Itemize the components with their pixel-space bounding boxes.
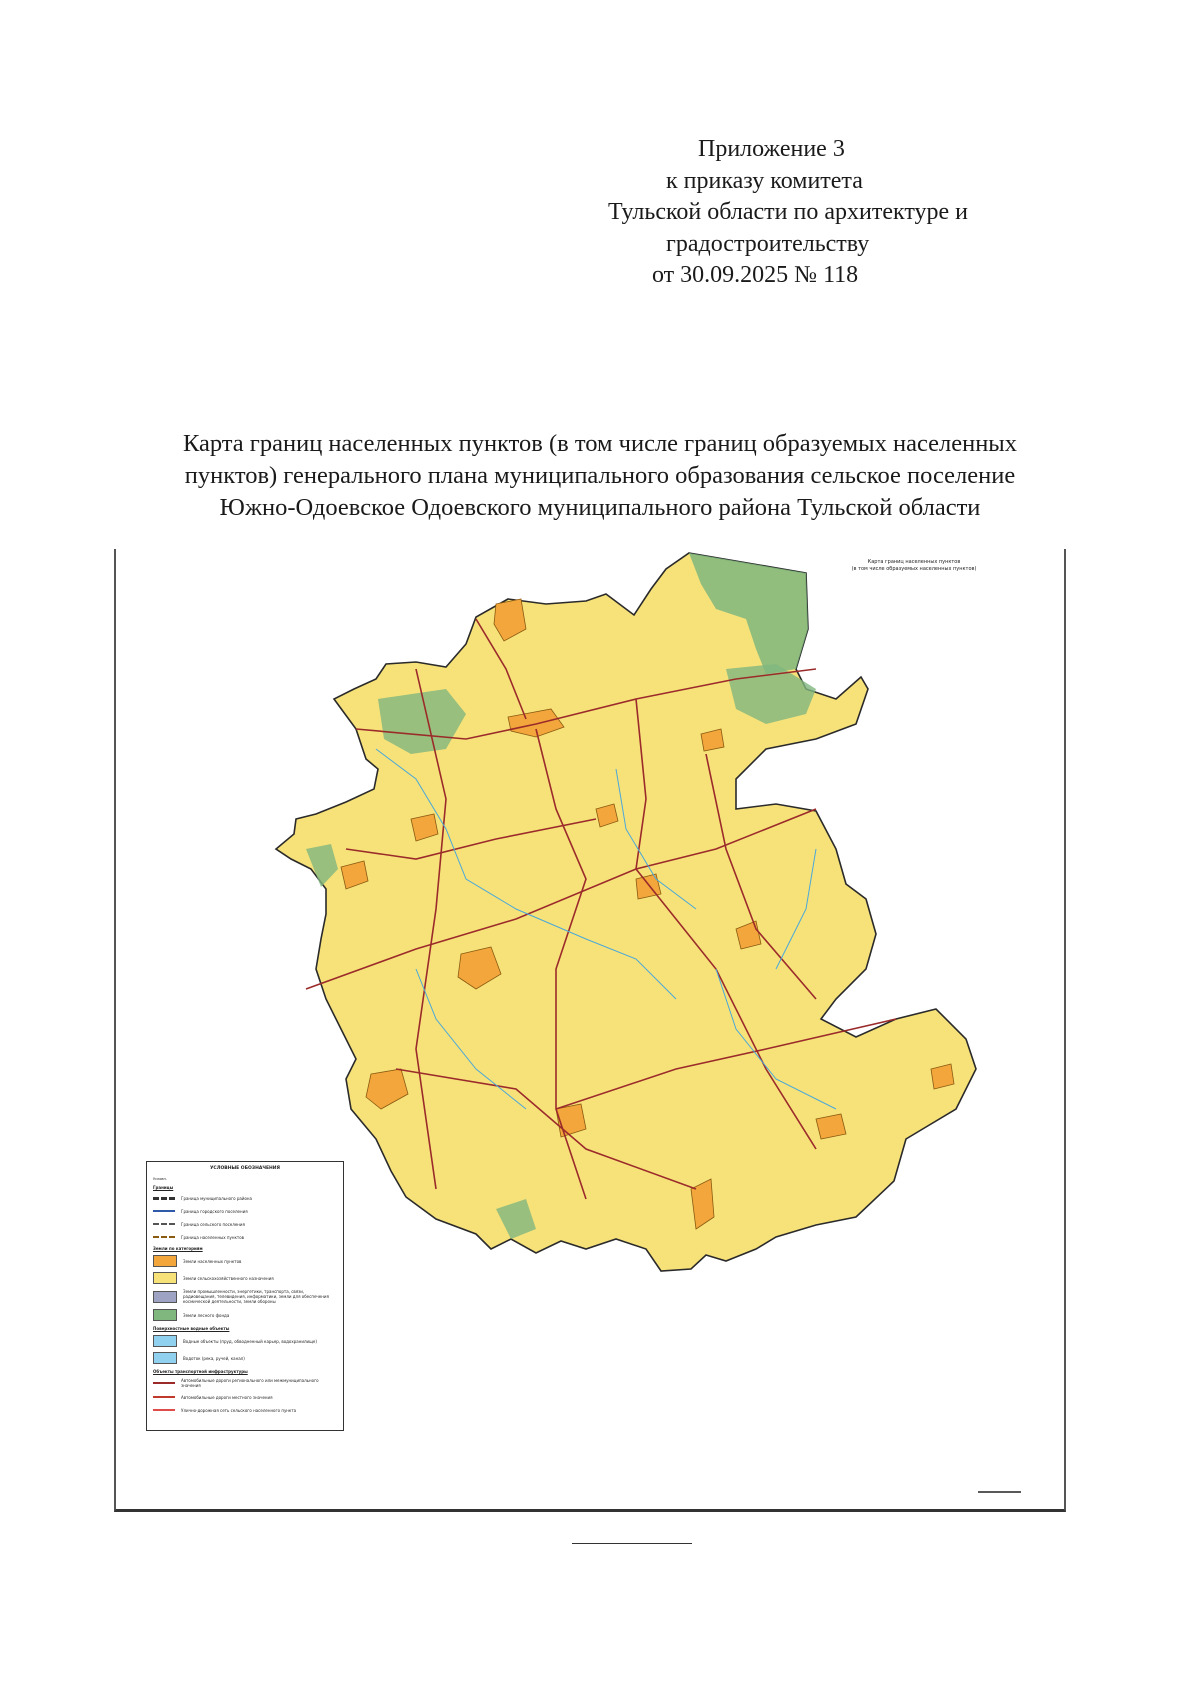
legend-item-label: Земли промышленности, энергетики, транспорта, связи, радиовещания, телевидения, информатики, земли для обеспечения космической деятельности, земли обороны [183, 1289, 329, 1304]
legend-row [153, 1272, 337, 1284]
settlement-land-swatch [153, 1255, 177, 1267]
legend-row [153, 1255, 337, 1267]
legend-row [153, 1194, 337, 1202]
legend-section-water: Поверхностные водные объекты [153, 1326, 230, 1331]
legend-item-label: Водные объекты (пруд, обводненный карьер, водохранилище) [183, 1338, 317, 1344]
legend-row [153, 1406, 337, 1414]
boundary-rural-symbol [153, 1223, 175, 1225]
legend-item-label: Автомобильные дороги местного значения [181, 1394, 273, 1400]
appendix-date-number: от 30.09.2025 № 118 [652, 262, 859, 288]
legend-row [153, 1289, 337, 1304]
regional-road-symbol [153, 1382, 175, 1384]
signature-line [572, 1543, 692, 1544]
map-legend [146, 1161, 344, 1431]
document-title [80, 428, 1120, 524]
appendix-order-ref: к приказу комитета [666, 167, 863, 194]
title-line-1: Карта границ населенных пунктов (в том числе границ образуемых населенных [182, 430, 1018, 457]
legend-item-label: Граница сельского поселения [181, 1221, 245, 1227]
street-symbol [153, 1409, 175, 1411]
legend-item-label: Граница населенных пунктов [181, 1234, 245, 1240]
boundary-urban-symbol [153, 1210, 175, 1212]
legend-row [153, 1352, 337, 1364]
legend-row [153, 1233, 337, 1241]
legend-item-label: Водоток (река, ручей, канал) [183, 1355, 245, 1361]
legend-item-label: Автомобильные дороги регионального или межмуниципального значения [181, 1378, 319, 1388]
legend-section-boundaries: Границы [153, 1185, 174, 1190]
legend-row [153, 1378, 337, 1388]
appendix-committee-cont: градостроительству [666, 230, 870, 257]
forest-land-swatch [153, 1309, 177, 1321]
legend-item-label: Граница муниципального района [181, 1195, 252, 1201]
legend-item-label: Земли лесного фонда [183, 1312, 230, 1318]
appendix-number: Приложение 3 [698, 136, 845, 162]
legend-item-label: Граница городского поселения [181, 1208, 248, 1214]
map-corner-title-2: (в том числе образуемых населенных пунктов) [851, 566, 977, 572]
legend-item-label: Земли населенных пунктов [183, 1258, 242, 1264]
map-figure [114, 549, 1066, 1512]
pond-swatch [153, 1335, 177, 1347]
map-corner-title-1: Карта границ населенных пунктов [867, 559, 961, 565]
boundary-settlement-symbol [153, 1236, 175, 1238]
legend-row [153, 1220, 337, 1228]
legend-section-transport: Объекты транспортной инфраструктуры [153, 1369, 248, 1374]
legend-row [153, 1207, 337, 1215]
river-swatch [153, 1352, 177, 1364]
legend-row [153, 1335, 337, 1347]
legend-row [153, 1309, 337, 1321]
title-line-2: пунктов) генерального плана муниципального образования сельское поселение [184, 462, 1016, 489]
industrial-land-swatch [153, 1291, 177, 1303]
legend-row [153, 1393, 337, 1401]
legend-item-label: Улично-дорожная сеть сельского населенного пункта [181, 1407, 297, 1413]
appendix-header [560, 134, 1080, 292]
legend-heading: УСЛОВНЫЕ ОБОЗНАЧЕНИЯ [209, 1166, 281, 1171]
boundary-district-symbol [153, 1197, 175, 1200]
local-road-symbol [153, 1396, 175, 1398]
settlement-12 [931, 1064, 954, 1089]
agricultural-land-swatch [153, 1272, 177, 1284]
legend-section-land: Земли по категориям [153, 1246, 203, 1251]
title-line-3: Южно-Одоевское Одоевского муниципального района Тульской области [219, 494, 981, 521]
legend-item-label: Земли сельскохозяйственного назначения [183, 1275, 274, 1281]
legend-key-label: Условн. [153, 1177, 167, 1181]
settlement-9 [816, 1114, 846, 1139]
appendix-committee: Тульской области по архитектуре и [608, 199, 968, 225]
